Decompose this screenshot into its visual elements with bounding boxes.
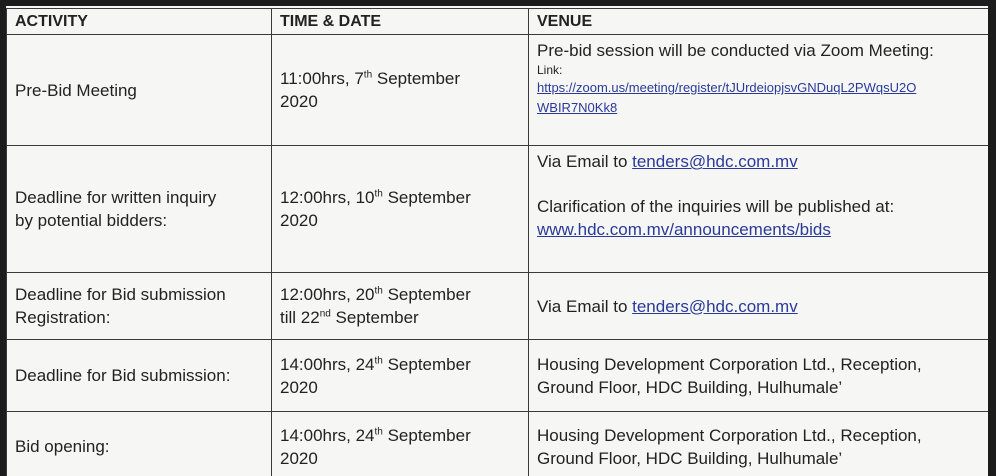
venue-text: Via Email to: [537, 297, 632, 316]
venue-text: Via Email to: [537, 152, 632, 171]
time-year: 2020: [280, 90, 520, 113]
table-header-row: [7, 9, 989, 35]
table-row: [7, 273, 989, 340]
venue-text: Housing Development Corporation Ltd., Reception,: [537, 353, 980, 376]
venue-cell: [529, 273, 989, 340]
activity-cell: [7, 412, 272, 476]
zoom-link-part-2[interactable]: WBIR7N0Kk8: [537, 100, 617, 115]
time-year: 2020: [280, 376, 520, 399]
time-cell: [272, 273, 529, 340]
venue-text: Ground Floor, HDC Building, Hulhumale’: [537, 376, 980, 399]
activity-text: Registration:: [15, 306, 263, 329]
activity-cell: [7, 146, 272, 273]
zoom-link[interactable]: [537, 78, 980, 118]
time-cell: [272, 340, 529, 412]
activity-cell: [7, 35, 272, 146]
time-text: 14:00hrs, 24: [280, 426, 375, 445]
ordinal-suffix: th: [375, 285, 383, 296]
time-line: [280, 306, 520, 329]
ordinal-suffix: nd: [320, 308, 331, 319]
time-line: [280, 353, 520, 376]
table-row: [7, 146, 989, 273]
time-line: [280, 67, 520, 90]
time-text: 11:00hrs, 7: [280, 69, 364, 88]
venue-cell: [529, 412, 989, 476]
ordinal-suffix: th: [364, 69, 372, 80]
activity-text: Pre-Bid Meeting: [15, 81, 137, 100]
venue-cell: [529, 35, 989, 146]
venue-text: Clarification of the inquiries will be published at:: [537, 195, 980, 218]
time-year: 2020: [280, 447, 520, 470]
table-row: [7, 412, 989, 476]
header-venue: VENUE: [529, 9, 989, 35]
bid-schedule-table: [6, 8, 988, 476]
activity-text: Deadline for written inquiry: [15, 186, 263, 209]
time-line: [280, 424, 520, 447]
time-cell: [272, 35, 529, 146]
document-page: [6, 6, 988, 476]
ordinal-suffix: th: [375, 426, 383, 437]
venue-text: Housing Development Corporation Ltd., Reception,: [537, 424, 980, 447]
ordinal-suffix: th: [375, 188, 383, 199]
time-text: 12:00hrs, 20: [280, 285, 375, 304]
header-activity: ACTIVITY: [7, 9, 272, 35]
spacer: [537, 173, 980, 195]
time-text: till 22: [280, 308, 320, 327]
link-label: Link:: [537, 62, 980, 78]
time-text: 12:00hrs, 10: [280, 188, 375, 207]
activity-cell: [7, 340, 272, 412]
email-line: [537, 295, 980, 318]
time-month: September: [331, 308, 419, 327]
email-link[interactable]: tenders@hdc.com.mv: [632, 152, 798, 171]
zoom-link-part-1[interactable]: https://zoom.us/meeting/register/tJUrdeiopjsvGNDuqL2PWqsU2O: [537, 80, 916, 95]
email-link[interactable]: tenders@hdc.com.mv: [632, 297, 798, 316]
activity-text: Deadline for Bid submission: [15, 283, 263, 306]
time-month: September: [383, 285, 471, 304]
header-time-date: TIME & DATE: [272, 9, 529, 35]
time-cell: [272, 146, 529, 273]
activity-text: Bid opening:: [15, 437, 110, 456]
activity-cell: [7, 273, 272, 340]
venue-text: Ground Floor, HDC Building, Hulhumale’: [537, 447, 980, 470]
activity-text: Deadline for Bid submission:: [15, 366, 230, 385]
activity-text: by potential bidders:: [15, 209, 263, 232]
time-month: September: [383, 355, 471, 374]
venue-cell: [529, 340, 989, 412]
time-month: September: [372, 69, 460, 88]
venue-text: Pre-bid session will be conducted via Zoom Meeting:: [537, 39, 980, 62]
announcements-link[interactable]: www.hdc.com.mv/announcements/bids: [537, 220, 831, 239]
time-month: September: [383, 426, 471, 445]
ordinal-suffix: th: [375, 355, 383, 366]
time-line: [280, 186, 520, 209]
time-line: [280, 283, 520, 306]
venue-cell: [529, 146, 989, 273]
time-month: September: [383, 188, 471, 207]
email-line: [537, 150, 980, 173]
time-cell: [272, 412, 529, 476]
time-text: 14:00hrs, 24: [280, 355, 375, 374]
table-row: [7, 340, 989, 412]
table-row: [7, 35, 989, 146]
time-year: 2020: [280, 209, 520, 232]
